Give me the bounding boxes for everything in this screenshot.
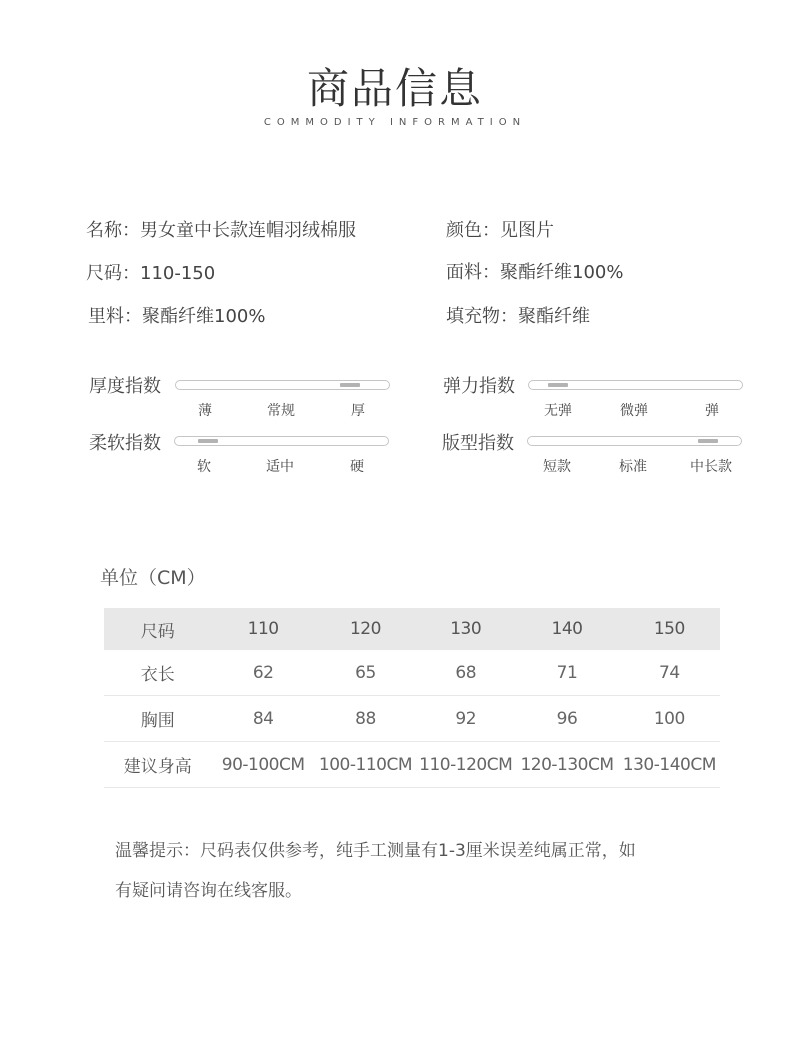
index-track-softness (174, 436, 389, 446)
table-cell: 衣长 (104, 650, 211, 696)
table-row (104, 696, 720, 742)
info-filling: 填充物：聚酯纤维 (446, 306, 590, 327)
index-marker-thickness (340, 383, 360, 387)
table-cell: 65 (315, 650, 416, 696)
table-header-cell: 150 (619, 608, 720, 650)
index-track-elasticity (528, 380, 743, 390)
index-label-fit: 版型指数 (442, 433, 514, 454)
table-header-cell: 尺码 (104, 608, 211, 650)
index-track-thickness (175, 380, 390, 390)
index-tick: 标准 (619, 459, 647, 475)
size-table-header-row (104, 608, 720, 650)
table-header-cell: 140 (515, 608, 618, 650)
note-line-2: 有疑问请咨询在线客服。 (115, 881, 302, 901)
table-header-cell: 130 (416, 608, 515, 650)
size-unit-label: 单位（CM） (100, 567, 206, 589)
index-track-fit (527, 436, 742, 446)
table-cell: 130-140CM (619, 742, 720, 788)
index-label-elasticity: 弹力指数 (443, 376, 515, 397)
table-row (104, 742, 720, 788)
index-tick: 无弹 (544, 403, 572, 419)
index-label-softness: 柔软指数 (89, 433, 161, 454)
info-color: 颜色：见图片 (446, 220, 554, 241)
info-fabric: 面料：聚酯纤维100% (446, 262, 624, 283)
table-cell: 88 (315, 696, 416, 742)
table-header-cell: 110 (211, 608, 314, 650)
page-subtitle: COMMODITY INFORMATION (263, 117, 527, 128)
info-size: 尺码：110-150 (86, 263, 216, 284)
page-title: 商品信息 (306, 64, 483, 113)
info-name: 名称：男女童中长款连帽羽绒棉服 (86, 220, 356, 241)
index-tick: 微弹 (620, 403, 648, 419)
index-marker-softness (198, 439, 218, 443)
index-tick: 短款 (543, 459, 571, 475)
table-cell: 120-130CM (515, 742, 618, 788)
table-cell: 71 (515, 650, 618, 696)
table-header-cell: 120 (315, 608, 416, 650)
index-tick: 中长款 (690, 459, 732, 475)
table-cell: 62 (211, 650, 314, 696)
index-tick: 软 (197, 459, 211, 475)
table-cell: 建议身高 (104, 742, 211, 788)
index-tick: 弹 (705, 403, 719, 419)
table-cell: 胸围 (104, 696, 211, 742)
table-cell: 74 (619, 650, 720, 696)
note-line-1: 温馨提示：尺码表仅供参考，纯手工测量有1-3厘米误差纯属正常，如 (115, 841, 636, 861)
index-tick: 适中 (266, 459, 294, 475)
index-tick: 厚 (351, 403, 365, 419)
index-label-thickness: 厚度指数 (89, 376, 161, 397)
index-marker-elasticity (548, 383, 568, 387)
index-tick: 薄 (198, 403, 212, 419)
table-cell: 90-100CM (211, 742, 314, 788)
table-cell: 92 (416, 696, 515, 742)
index-marker-fit (698, 439, 718, 443)
size-table (104, 608, 720, 788)
table-cell: 84 (211, 696, 314, 742)
index-tick: 常规 (267, 403, 295, 419)
table-cell: 96 (515, 696, 618, 742)
info-lining: 里料：聚酯纤维100% (88, 306, 266, 327)
index-tick: 硬 (350, 459, 364, 475)
table-cell: 68 (416, 650, 515, 696)
table-row (104, 650, 720, 696)
table-cell: 110-120CM (416, 742, 515, 788)
table-cell: 100 (619, 696, 720, 742)
table-cell: 100-110CM (315, 742, 416, 788)
